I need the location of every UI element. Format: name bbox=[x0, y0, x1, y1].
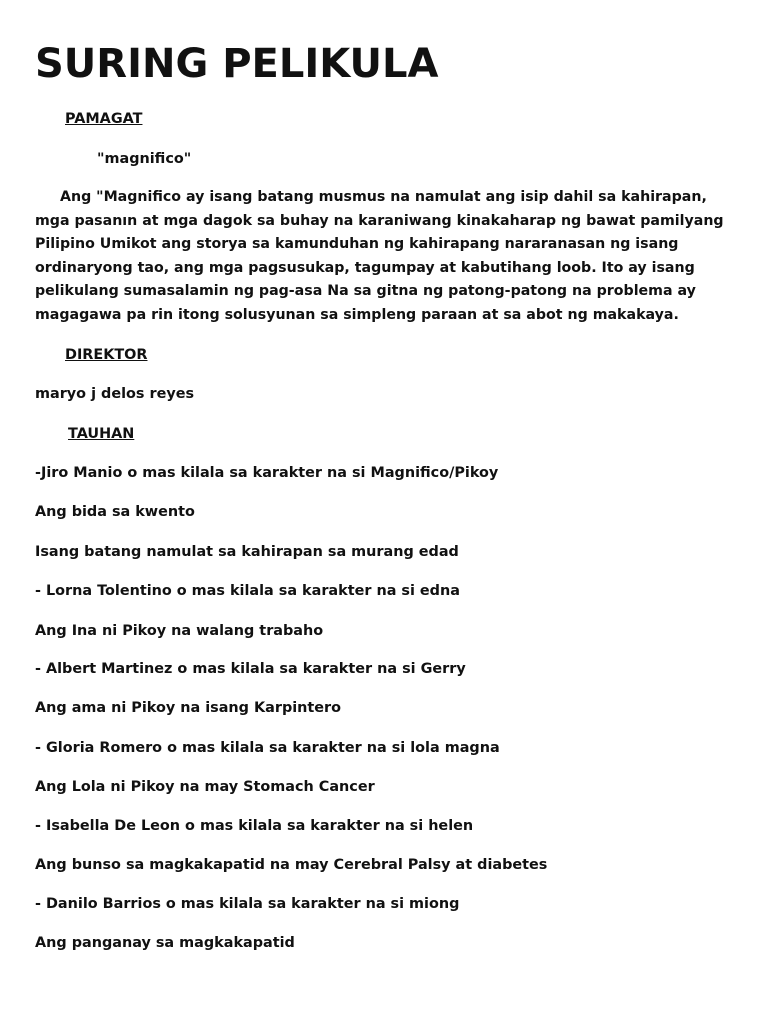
pamagat-heading: PAMAGAT bbox=[65, 111, 143, 127]
tauhan-line: - Isabella De Leon o mas kilala sa karakter na si helen bbox=[35, 818, 474, 834]
tauhan-line: Ang Lola ni Pikoy na may Stomach Cancer bbox=[35, 779, 375, 795]
tauhan-line: Ang ama ni Pikoy na isang Karpintero bbox=[35, 700, 342, 716]
direktor-value: maryo j delos reyes bbox=[35, 386, 195, 402]
pamagat-value: "magnifico" bbox=[97, 151, 192, 167]
direktor-heading: DIREKTOR bbox=[65, 347, 148, 363]
document-title: SURING PELIKULA bbox=[35, 41, 439, 87]
tauhan-line: Isang batang namulat sa kahirapan sa murang edad bbox=[35, 544, 459, 560]
tauhan-line: -Jiro Manio o mas kilala sa karakter na si Magnifico/Pikoy bbox=[35, 465, 499, 481]
tauhan-line: - Danilo Barrios o mas kilala sa karakter na si miong bbox=[35, 896, 460, 912]
tauhan-line: Ang bunso sa magkakapatid na may Cerebral Palsy at diabetes bbox=[35, 857, 548, 873]
synopsis-paragraph: Ang "Magnifico ay isang batang musmus na namulat ang isip dahil sa kahirapan, mga pasanın at mga dagok sa buhay na karaniwang kinakaharap ng bawat pamilyang Pilipino Umikot ang storya sa kamunduhan ng kahirapang nararanasan ng isang ordinaryong tao, ang mga pagsusukap, tagumpay at kabutihang loob. Ito ay isang pelikulang sumasalamin ng pag-asa Na sa gitna ng patong-patong na problema ay magagawa pa rin itong solusyunan sa simpleng paraan at sa abot ng makakaya. bbox=[35, 189, 724, 323]
tauhan-line: - Gloria Romero o mas kilala sa karakter na si lola magna bbox=[35, 740, 500, 756]
tauhan-line: Ang Ina ni Pikoy na walang trabaho bbox=[35, 623, 324, 639]
tauhan-line: - Albert Martinez o mas kilala sa karakter na si Gerry bbox=[35, 661, 466, 677]
tauhan-line: - Lorna Tolentino o mas kilala sa karakter na si edna bbox=[35, 583, 460, 599]
tauhan-line: Ang panganay sa magkakapatid bbox=[35, 935, 295, 951]
tauhan-line: Ang bida sa kwento bbox=[35, 504, 195, 520]
tauhan-heading: TAUHAN bbox=[68, 426, 135, 442]
